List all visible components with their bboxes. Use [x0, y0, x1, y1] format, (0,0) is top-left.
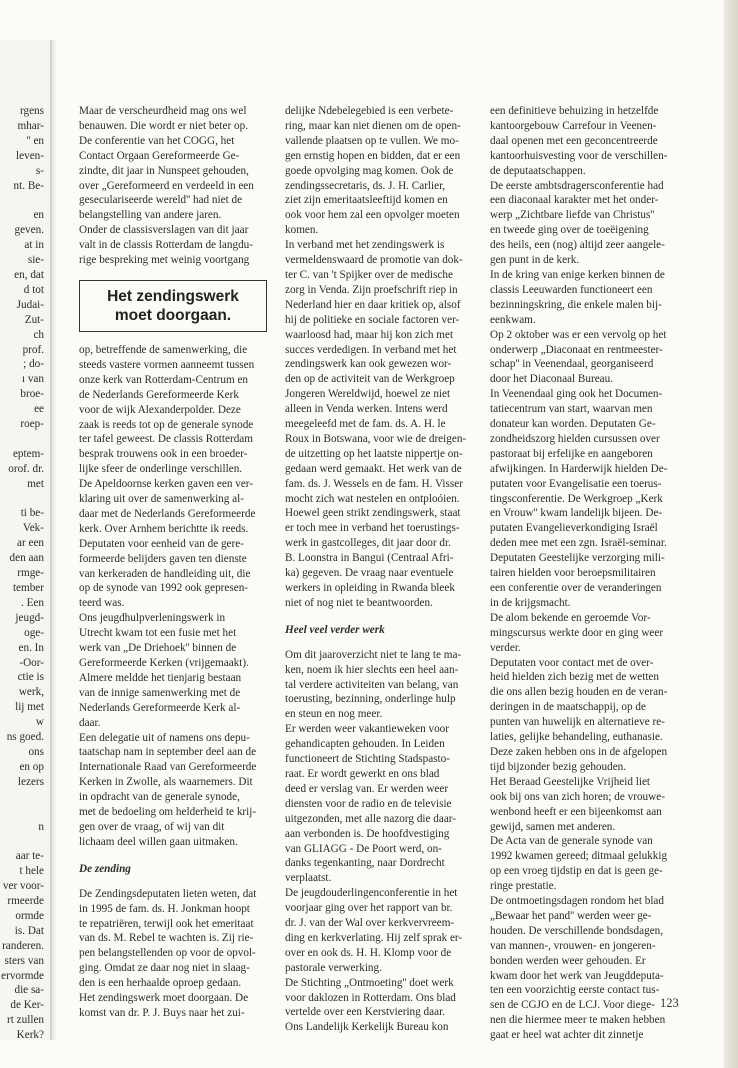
- text-line: Ons Landelijk Kerkelijk Bureau kon: [285, 1021, 449, 1034]
- text-line: ar een: [16, 537, 44, 550]
- text-line: Er werden weer vakantieweken voor: [285, 723, 450, 736]
- text-line: en. In: [18, 641, 44, 654]
- text-line: ormde: [15, 909, 44, 922]
- text-line: bezinningskring, die enkele malen bij-: [490, 298, 662, 311]
- text-line: diensten voor de radio en de televisie: [285, 797, 452, 810]
- text-line: danks tegenkanting, naar Dordrecht: [285, 857, 445, 870]
- text-line: [0, 492, 44, 507]
- text-line: klaring uit over de samenwerking al-: [79, 493, 244, 506]
- text-line: classis Leeuwarden functioneert een: [490, 283, 653, 296]
- text-line: Een delegatie uit of namens ons depu-: [79, 731, 250, 744]
- text-line: voorjaar ging over het rapport van br.: [285, 902, 453, 915]
- text-line: [0, 834, 44, 849]
- text-line: nt. Be-: [13, 179, 44, 192]
- text-line: vermeldenswaard de promotie van dok-: [285, 254, 463, 267]
- text-line: [0, 432, 44, 447]
- text-line: eptem-: [12, 447, 44, 460]
- left-page-fragment: [0, 104, 50, 1043]
- text-line: die sa-: [14, 984, 44, 997]
- text-line: teerd was.: [79, 597, 125, 610]
- text-line: ch: [33, 328, 44, 341]
- text-line: De conferentie van het COGG, het: [79, 134, 235, 147]
- text-line: werp „Zichtbare liefde van Christus'': [490, 209, 655, 222]
- text-line: te repatriëren, terwijl ook het emeritaat: [79, 917, 254, 930]
- text-line: door het Diaconaal Bureau.: [490, 373, 614, 386]
- text-line: rige bespreking met weinig voortgang: [79, 254, 250, 267]
- text-line: lijke sfeer de onderlinge verschillen.: [79, 463, 243, 476]
- text-line: Deze zaken hebben ons in de afgelopen: [490, 745, 668, 758]
- text-line: Het Beraad Geestelijke Vrijheid liet: [490, 775, 651, 788]
- text-line: in opdracht van de generale synode,: [79, 791, 240, 804]
- text-line: '' en: [26, 134, 44, 147]
- text-line: ook voor hem zal een opvolger moeten: [285, 209, 460, 222]
- text-line: Deputaten Geestelijke verzorging mili-: [490, 552, 665, 565]
- text-line: functioneert de Stichting Stadspasto-: [285, 753, 450, 766]
- text-line: ter tafel geweest. De classis Rotterdam: [79, 433, 253, 446]
- text-line: onze kerk van Rotterdam-Centrum en: [79, 373, 248, 386]
- text-line: rmge-: [17, 567, 44, 580]
- page-edge-shadow: [724, 0, 738, 1068]
- text-line: Hoewel geen strikt zendingswerk, staat: [285, 507, 461, 520]
- text-line: aar te-: [15, 850, 44, 863]
- text-line: ook bij ons van zich horen; de vrouwe-: [490, 790, 665, 803]
- text-line: op de synode van 1992 ook gepresen-: [79, 582, 249, 595]
- text-line: op een vroeg tijdstip en dat is geen ge-: [490, 865, 663, 878]
- text-line: Roux in Botswana, voor wie de dreigen-: [285, 432, 467, 445]
- text-line: werk van „De Driehoek'' binnen de: [79, 642, 237, 655]
- text-line: besprak trouwens ook in een broeder-: [79, 448, 248, 461]
- text-line: toerusting, bezinning, onderlinge hulp: [285, 693, 456, 706]
- text-line: punten van huwelijk en alternatieve re-: [490, 716, 665, 729]
- text-line: zorg in Venda. Zijn proefschrift riep in: [285, 283, 458, 296]
- text-line: tatiecentrum van start, waarvan men: [490, 403, 653, 416]
- text-line: tember: [12, 582, 44, 594]
- text-line: rt zullen: [7, 1014, 44, 1027]
- text-line: ten een voorzichtig eerste contact tus-: [490, 984, 660, 997]
- text-line: fam. ds. J. Wessels en de fam. H. Visser: [285, 477, 463, 490]
- text-line: vallende plaatsen op te vullen. We mo-: [285, 134, 459, 147]
- text-line: De Zendingsdeputaten lieten weten, dat: [79, 887, 257, 900]
- text-line: onderwerp „Diaconaat en rentmeester-: [490, 343, 663, 356]
- text-line: ter C. van 't Spijker over de medische: [285, 268, 453, 281]
- column-2: [285, 104, 473, 1035]
- column-3: [490, 104, 675, 1043]
- text-line: ctie is: [17, 671, 44, 684]
- text-line: Ons jeugdhulpverleningswerk in: [79, 612, 226, 625]
- text-line: In de kring van enige kerken binnen de: [490, 268, 665, 281]
- text-line: kwam door het werk van Jeugddeputa-: [490, 969, 664, 982]
- text-line: schap'' in Veenendaal, georganiseerd: [490, 358, 654, 371]
- text-line: De ontmoetingsdagen rondom het blad: [490, 895, 664, 908]
- text-line: In verband met het zendingswerk is: [285, 239, 445, 252]
- text-line: wenbond heeft er een bijeenkomst aan: [490, 805, 662, 818]
- text-line: den aan: [9, 552, 44, 565]
- text-line: De alom bekende en geroemde Vor-: [490, 611, 651, 624]
- text-line: sie-: [27, 254, 44, 267]
- text-line: rgens: [19, 105, 44, 117]
- text-line: Nederland hier en daar kritiek op, alsof: [285, 298, 461, 311]
- text-line: gen over de vraag, of wij van dit: [79, 820, 225, 833]
- text-line: Kerken in Zwolle, als waarnemers. Dit: [79, 776, 253, 789]
- text-line: Zut-: [24, 313, 44, 326]
- text-line: randeren.: [2, 939, 44, 952]
- page-gutter: [50, 40, 56, 1040]
- text-line: Almere meldde het tienjarig bestaan: [79, 671, 242, 684]
- text-line: des heils, een (nog) altijd zeer aangele-: [490, 239, 665, 252]
- text-line: alleen in Venda werken. Intens werd: [285, 403, 448, 416]
- text-line: tingsconferentie. De Werkgroep „Kerk: [490, 492, 663, 505]
- text-line: rmeerde: [7, 895, 44, 908]
- text-line: Vek-: [22, 522, 44, 535]
- text-line: voor de wijk Alexanderpolder. Deze: [79, 403, 241, 416]
- text-line: den is een herhaalde oproep gedaan.: [79, 977, 242, 990]
- text-line: gewijd, samen met anderen.: [490, 820, 616, 833]
- text-line: zindte, dit jaar in Nunspeet gehouden,: [79, 164, 249, 177]
- text-line: van mannen-, vrouwen- en jongeren-: [490, 939, 656, 952]
- text-line: werk,: [18, 686, 44, 699]
- text-line: delijke Ndebelegebied is een verbete-: [285, 105, 454, 117]
- text-line: gehandicapten gehouden. In Leiden: [285, 738, 445, 751]
- text-line: komen.: [285, 224, 319, 237]
- text-line: laties, gelijke behandeling, euthanasie.: [490, 731, 663, 744]
- text-line: een conferentie over de veranderingen: [490, 582, 662, 594]
- text-line: voor daklozen in Rotterdam. Ons blad: [285, 991, 456, 1004]
- text-line: ti be-: [20, 507, 44, 520]
- text-line: Deputaten voor eenheid van de gere-: [79, 537, 244, 550]
- text-line: van GLIAGG - De Poort werd, on-: [285, 842, 442, 855]
- callout-line-1: Het zendingswerk: [107, 287, 239, 305]
- section-heading-zending: De zending: [79, 862, 131, 875]
- text-line: in de krijgsmacht.: [490, 596, 571, 609]
- text-line: De jeugdouderlingenconferentie in het: [285, 887, 458, 900]
- text-line: van de innige samenwerking met de: [79, 686, 241, 699]
- text-line: gaat er heel wat achter dit zinnetje: [490, 1029, 644, 1042]
- text-line: lij met: [15, 701, 44, 714]
- text-line: De Apeldoornse kerken gaven een ver-: [79, 478, 254, 491]
- text-line: kantoorgebouw Carrefour in Veenen-: [490, 119, 657, 132]
- text-line: -Oor-: [19, 656, 44, 669]
- text-line: gen punt in de kerk.: [490, 254, 580, 267]
- text-line: eenkwam.: [490, 313, 536, 326]
- text-line: . Een: [21, 596, 44, 609]
- text-line: mhar-: [17, 119, 44, 132]
- text-line: [0, 805, 44, 820]
- text-line: met: [27, 477, 44, 490]
- text-line: den op de activiteit van de Werkgroep: [285, 373, 455, 386]
- text-line: hij de politieke en sociale factoren ver-: [285, 313, 460, 326]
- text-line: daar.: [79, 716, 101, 729]
- text-line: geven.: [14, 224, 44, 237]
- text-line: op, betreffende de samenwerking, die: [79, 343, 248, 356]
- text-line: ging. Omdat ze daar nog niet in slaag-: [79, 962, 250, 975]
- section-heading-verder-werk: Heel veel verder werk: [285, 623, 385, 636]
- text-line: 1992 kwamen gereed; ditmaal gelukkig: [490, 850, 668, 863]
- text-line: Internationale Raad van Gereformeerde: [79, 761, 257, 774]
- text-line: formeerde belijders gaven ten dienste: [79, 552, 247, 565]
- text-line: een definitieve behuizing in hetzelfde: [490, 105, 659, 117]
- text-line: kantoorhuisvesting voor de verschillen-: [490, 149, 668, 162]
- text-line: t hele: [19, 865, 44, 878]
- text-line: werk in gastcolleges, dit jaar door dr.: [285, 537, 451, 550]
- text-line: Gereformeerde Kerken (vrijgemaakt).: [79, 657, 249, 669]
- text-line: kerk. Over Arnhem berichtte ik reeds.: [79, 522, 249, 535]
- text-line: afwijkingen. In Harderwijk hielden De-: [490, 462, 668, 475]
- text-line: sters van: [4, 954, 44, 967]
- text-line: leven-: [16, 149, 44, 162]
- text-line: sen de CGJO en de LCJ. Voor diege-: [490, 999, 655, 1012]
- text-line: mocht zich wat nestelen en ontploóien.: [285, 492, 460, 505]
- text-line: ringe prestatie.: [490, 880, 557, 893]
- text-line: gedaan werd gemaakt. Het werk van de: [285, 462, 462, 475]
- text-line: De Stichting „Ontmoeting'' doet werk: [285, 976, 454, 989]
- text-line: en: [33, 209, 44, 222]
- text-line: Het zendingswerk moet doorgaan. De: [79, 992, 249, 1005]
- text-line: benauwen. Die wordt er niet beter op.: [79, 119, 248, 132]
- text-line: verder.: [490, 641, 521, 654]
- text-line: steeds vastere vormen aanneemt tussen: [79, 358, 255, 371]
- text-line: B. Loonstra in Bangui (Centraal Afri-: [285, 552, 454, 565]
- text-line: ons: [28, 745, 44, 758]
- text-line: orof. dr.: [8, 462, 44, 475]
- text-line: komst van dr. P. J. Buys naar het zui-: [79, 1006, 245, 1019]
- callout-line-2: moet doorgaan.: [114, 306, 232, 324]
- text-line: de Nederlands Gereformeerde Kerk: [79, 388, 239, 401]
- text-line: heid hielden zich bezig met de wetten: [490, 671, 659, 684]
- text-line: at in: [24, 239, 44, 252]
- text-line: broe-: [20, 388, 44, 401]
- text-line: bonden werden weer gehouden. Er: [490, 954, 646, 967]
- text-line: niet of nog niet te beantwoorden.: [285, 596, 433, 609]
- text-line: ka) gegeven. De vraag naar eventuele: [285, 567, 454, 580]
- text-line: zondheidszorg hielden cursussen over: [490, 432, 660, 445]
- text-line: ervormde: [1, 969, 44, 982]
- text-line: ee: [34, 403, 44, 416]
- text-line: deed er verslag van. Er werden weer: [285, 782, 449, 795]
- text-line: Jongeren Wereldwijd, hoewel ze niet: [285, 388, 451, 401]
- text-line: De Acta van de generale synode van: [490, 835, 653, 848]
- text-line: vertelde over een Kerstviering daar.: [285, 1006, 445, 1019]
- text-line: oge-: [24, 626, 44, 639]
- text-line: tijd bijzonder bezig gehouden.: [490, 760, 627, 773]
- text-line: en steun en nog meer.: [285, 708, 383, 721]
- text-line: met de bedoeling om helderheid te krij-: [79, 806, 257, 819]
- text-line: werkers in opleiding in Rwanda bleek: [285, 582, 455, 594]
- text-line: De eerste ambtsdragersconferentie had: [490, 179, 664, 192]
- text-line: deden mee met een zgn. Israël-seminar.: [490, 537, 667, 550]
- text-line: de deputaatschappen.: [490, 164, 586, 177]
- text-line: mingscursus werkte door en ging weer: [490, 626, 664, 639]
- text-line: Deputaten voor contact met de over-: [490, 656, 654, 669]
- text-line: daar met de Nederlands Gereformeerde: [79, 507, 256, 520]
- text-line: In Veenendaal ging ook het Documen-: [490, 388, 663, 401]
- text-line: uitgezonden, met alle nazorg die daar-: [285, 812, 457, 825]
- text-line: putaten Evangelieverkondiging Israël: [490, 522, 658, 535]
- text-line: d tot: [23, 283, 44, 296]
- text-line: deringen in de maatschappij, op de: [490, 701, 646, 714]
- text-line: zaak is reeds tot op de generale synode: [79, 418, 254, 431]
- text-line: Utrecht kwam tot een fusie met het: [79, 627, 237, 640]
- text-line: en, dat: [14, 268, 44, 281]
- text-line: ns goed.: [6, 731, 44, 744]
- text-line: succes verdedigen. In verband met het: [285, 343, 457, 356]
- text-line: roep-: [20, 418, 44, 431]
- column-1: [79, 104, 267, 1021]
- text-line: Judai-: [16, 298, 44, 311]
- text-line: ken, noem ik hier slechts een heel aan-: [285, 663, 459, 676]
- text-line: over en ook ds. H. H. Klomp voor de: [285, 946, 452, 959]
- text-line: „Bewaar het pand'' werden weer ge-: [490, 909, 652, 922]
- text-line: geseculariseerde wereld'' had niet de: [79, 194, 243, 207]
- text-line: putaten voor Evangelisatie een toerus-: [490, 477, 662, 490]
- text-line: van kerkeraden de handleiding uit, die: [79, 567, 251, 580]
- text-line: donateur kan worden. Deputaten Ge-: [490, 418, 656, 431]
- callout-box: [79, 280, 267, 332]
- text-line: tairen hielden voor beroepsmilitairen: [490, 567, 656, 580]
- text-line: pastorale verwerking.: [285, 961, 382, 974]
- text-line: goede opvolging mag komen. Ook de: [285, 164, 454, 177]
- text-line: w: [35, 716, 44, 729]
- text-line: Maar de verscheurdheid mag ons wel: [79, 105, 247, 117]
- text-line: belangstelling van andere jaren.: [79, 209, 222, 222]
- text-line: lichaam deel willen gaan uitmaken.: [79, 835, 238, 848]
- text-line: de uitzetting op het laatste nippertje on-: [285, 447, 463, 460]
- text-line: verplaatst.: [285, 872, 332, 885]
- text-line: ring, maar kan niet dienen om de open-: [285, 119, 461, 132]
- text-line: daal openen met een geconcentreerde: [490, 134, 658, 147]
- text-line: ziet zijn emeritaatsleeftijd komen en: [285, 194, 448, 207]
- text-line: ver voor-: [2, 880, 44, 893]
- text-line: houden. De verschillende bondsdagen,: [490, 924, 664, 937]
- text-line: pastoraat bij erfelijke en aangeboren: [490, 447, 653, 460]
- text-line: valt in de classis Rotterdam de langdu-: [79, 239, 253, 252]
- text-line: n: [38, 820, 44, 833]
- page-number: 123: [660, 996, 679, 1010]
- text-line: van ds. M. Rebel te wachten is. Zij rie-: [79, 932, 254, 945]
- text-line: een diaconaal karakter met het onder-: [490, 194, 659, 207]
- text-line: zendingswerk kan ook gewezen wor-: [285, 358, 452, 371]
- text-line: die ons allen bezig houden en de veran-: [490, 686, 668, 699]
- text-line: zendingssecretaris, ds. J. H. Carlier,: [285, 179, 446, 192]
- text-line: raat. Er wordt gewerkt en ons blad: [285, 767, 440, 780]
- text-line: Kerk?: [16, 1029, 44, 1042]
- text-line: meegeleefd met de fam. ds. A. H. le: [285, 418, 446, 431]
- text-line: over „Gereformeerd en verdeeld in een: [79, 179, 254, 192]
- text-line: taatschap nam in september deel aan de: [79, 746, 257, 759]
- text-line: er toch mee in verband het toerustings-: [285, 522, 460, 535]
- text-line: gen ernstig hopen en bidden, dat er een: [285, 149, 461, 162]
- text-line: Om dit jaaroverzicht niet te lang te ma-: [285, 648, 462, 661]
- text-line: in 1995 de fam. ds. H. Jonkman hoopt: [79, 902, 250, 915]
- text-line: is. Dat: [14, 924, 44, 937]
- text-line: de Ker-: [10, 999, 44, 1012]
- text-line: ; do-: [23, 358, 44, 371]
- text-line: Onder de classisverslagen van dit jaar: [79, 224, 249, 237]
- text-line: ı van: [21, 373, 44, 386]
- text-line: [0, 193, 44, 208]
- text-line: en Vrouw'' kwam landelijk bijeen. De-: [490, 507, 663, 520]
- text-line: waarloosd had, maar hij kon zich met: [285, 328, 454, 341]
- text-line: nen die hiermee meer te maken hebben: [490, 1014, 666, 1027]
- text-line: lezers: [17, 775, 44, 788]
- text-line: Op 2 oktober was er een vervolg op het: [490, 328, 667, 341]
- text-line: Nederlands Gereformeerde Kerk al-: [79, 701, 241, 714]
- text-line: Contact Orgaan Gereformeerde Ge-: [79, 149, 240, 162]
- text-line: pen belangstellenden op voor de opvol-: [79, 947, 256, 960]
- text-line: en tweede ging over de toeëigening: [490, 224, 649, 237]
- text-line: dr. J. van der Wal over kerkvervreem-: [285, 917, 455, 930]
- text-line: ding en kerkverlating. Hij zelf sprak er-: [285, 931, 463, 944]
- text-line: aan verbonden is. De hoofdvestiging: [285, 827, 450, 840]
- text-line: prof.: [22, 343, 44, 356]
- text-line: jeugd-: [15, 611, 44, 624]
- text-line: s-: [35, 164, 44, 177]
- text-line: en op: [19, 760, 44, 773]
- text-line: [0, 790, 44, 805]
- text-line: tal verdere activiteiten van belang, van: [285, 678, 459, 691]
